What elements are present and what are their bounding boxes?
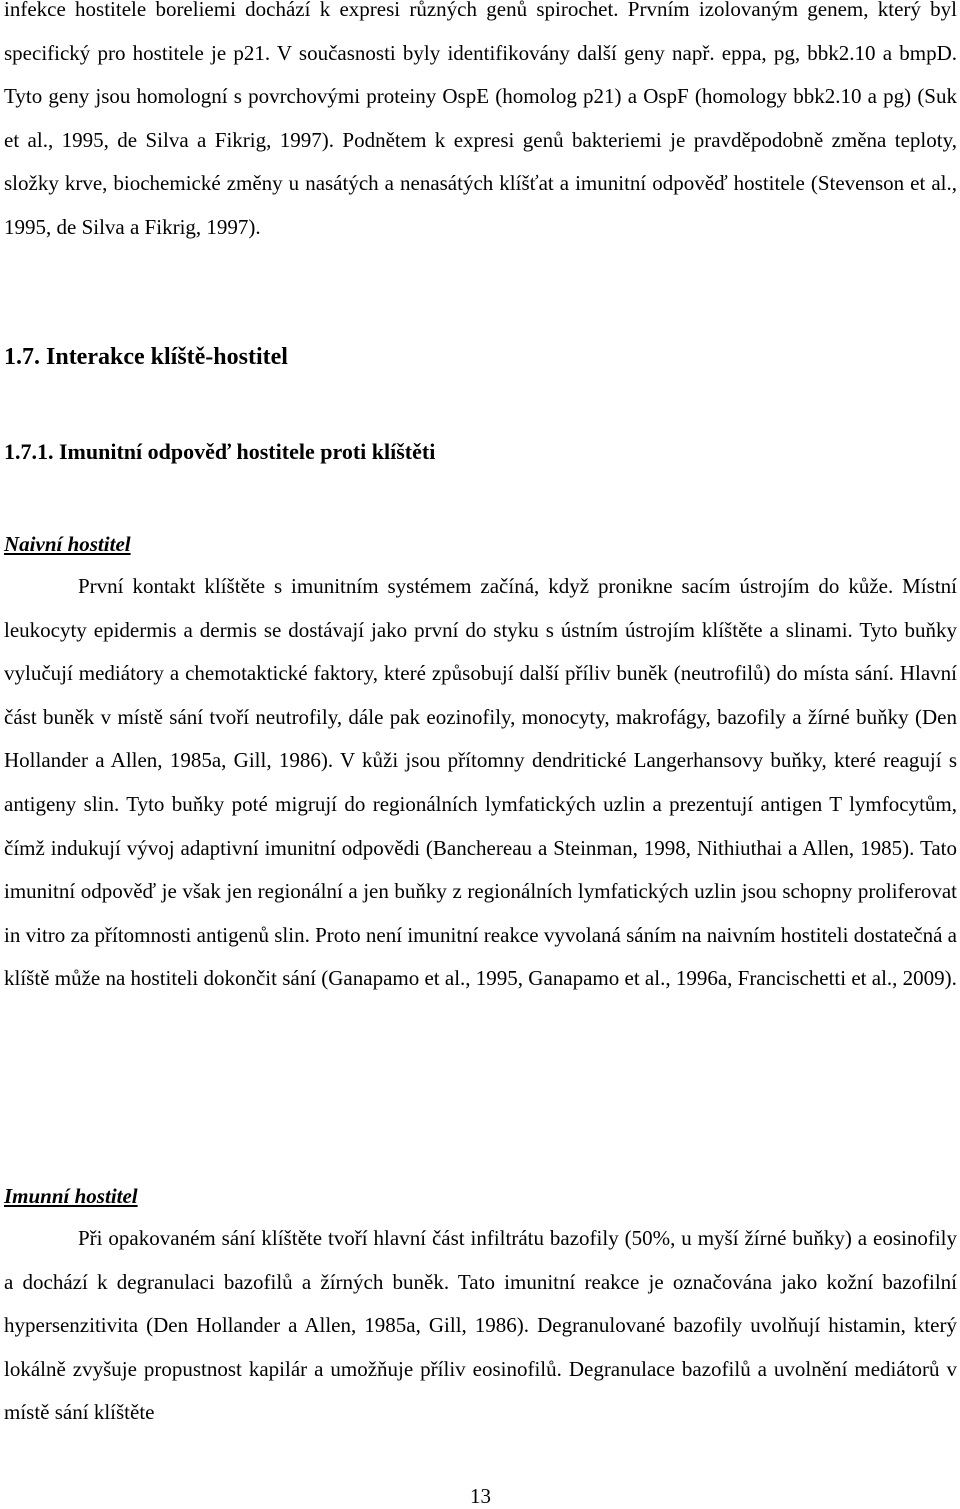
naive-host-heading: Naivní hostitel bbox=[4, 532, 131, 556]
immune-host-paragraph: Při opakovaném sání klíštěte tvoří hlavní část infiltrátu bazofily (50%, u myší žírné buňky) a eosinofily a dochází k degranulaci bazofilů a žírných buněk. Tato imunitní reakce je označována jako kožní bazofilní hypersenzitivita (Den Hollander a Allen, 1985a, Gill, 1986). Degranulované bazofily uvolňují histamin, který lokálně zvyšuje propustnost kapilár a umožňuje příliv eosinofilů. Degranulace bazofilů a uvolnění mediátorů v místě sání klíštěte bbox=[4, 1226, 957, 1425]
section-heading: 1.7. Interakce klíště-hostitel bbox=[4, 344, 288, 370]
page-number: 13 bbox=[470, 1484, 491, 1508]
immune-host-block bbox=[4, 1217, 957, 1435]
subsection-heading: 1.7.1. Imunitní odpověď hostitele proti klíštěti bbox=[4, 439, 436, 464]
intro-paragraph: infekce hostitele boreliemi dochází k expresi různých genů spirochet. Prvním izolovaným genem, který byl specifický pro hostitele je p21. V současnosti byly identifikovány další geny např. eppa, pg, bbk2.10 a bmpD. Tyto geny jsou homologní s povrchovými proteiny OspE (homolog p21) a OspF (homology bbk2.10 a pg) (Suk et al., 1995, de Silva a Fikrig, 1997). Podnětem k expresi genů bakteriemi je pravděpodobně změna teploty, složky krve, biochemické změny u nasátých a nenasátých klíšťat a imunitní odpověď hostitele (Stevenson et al., 1995, de Silva a Fikrig, 1997). bbox=[4, 0, 957, 239]
naive-host-block bbox=[4, 565, 957, 1001]
document-page bbox=[4, 0, 957, 1509]
naive-host-paragraph: První kontakt klíštěte s imunitním systémem začíná, když pronikne sacím ústrojím do kůže. Místní leukocyty epidermis a dermis se dostávají jako první do styku s ústním ústrojím klíštěte a slinami. Tyto buňky vylučují mediátory a chemotaktické faktory, které způsobují další příliv buněk (neutrofilů) do místa sání. Hlavní část buněk v místě sání tvoří neutrofily, dále pak eozinofily, monocyty, makrofágy, bazofily a žírné buňky (Den Hollander a Allen, 1985a, Gill, 1986). V kůži jsou přítomny dendritické Langerhansovy buňky, které reagují s antigeny slin. Tyto buňky poté migrují do regionálních lymfatických uzlin a prezentují antigen T lymfocytům, čímž indukují vývoj adaptivní imunitní odpovědi (Banchereau a Steinman, 1998, Nithiuthai a Allen, 1985). Tato imunitní odpověď je však jen regionální a jen buňky z regionálních lymfatických uzlin jsou schopny proliferovat in vitro za přítomnosti antigenů slin. Proto není imunitní reakce vyvolaná sáním na naivním hostiteli dostatečná a klíště může na hostiteli dokončit sání (Ganapamo et al., 1995, Ganapamo et al., 1996a, Francischetti et al., 2009). bbox=[4, 574, 957, 991]
intro-paragraph-block bbox=[4, 0, 957, 250]
immune-host-heading: Imunní hostitel bbox=[4, 1184, 138, 1208]
